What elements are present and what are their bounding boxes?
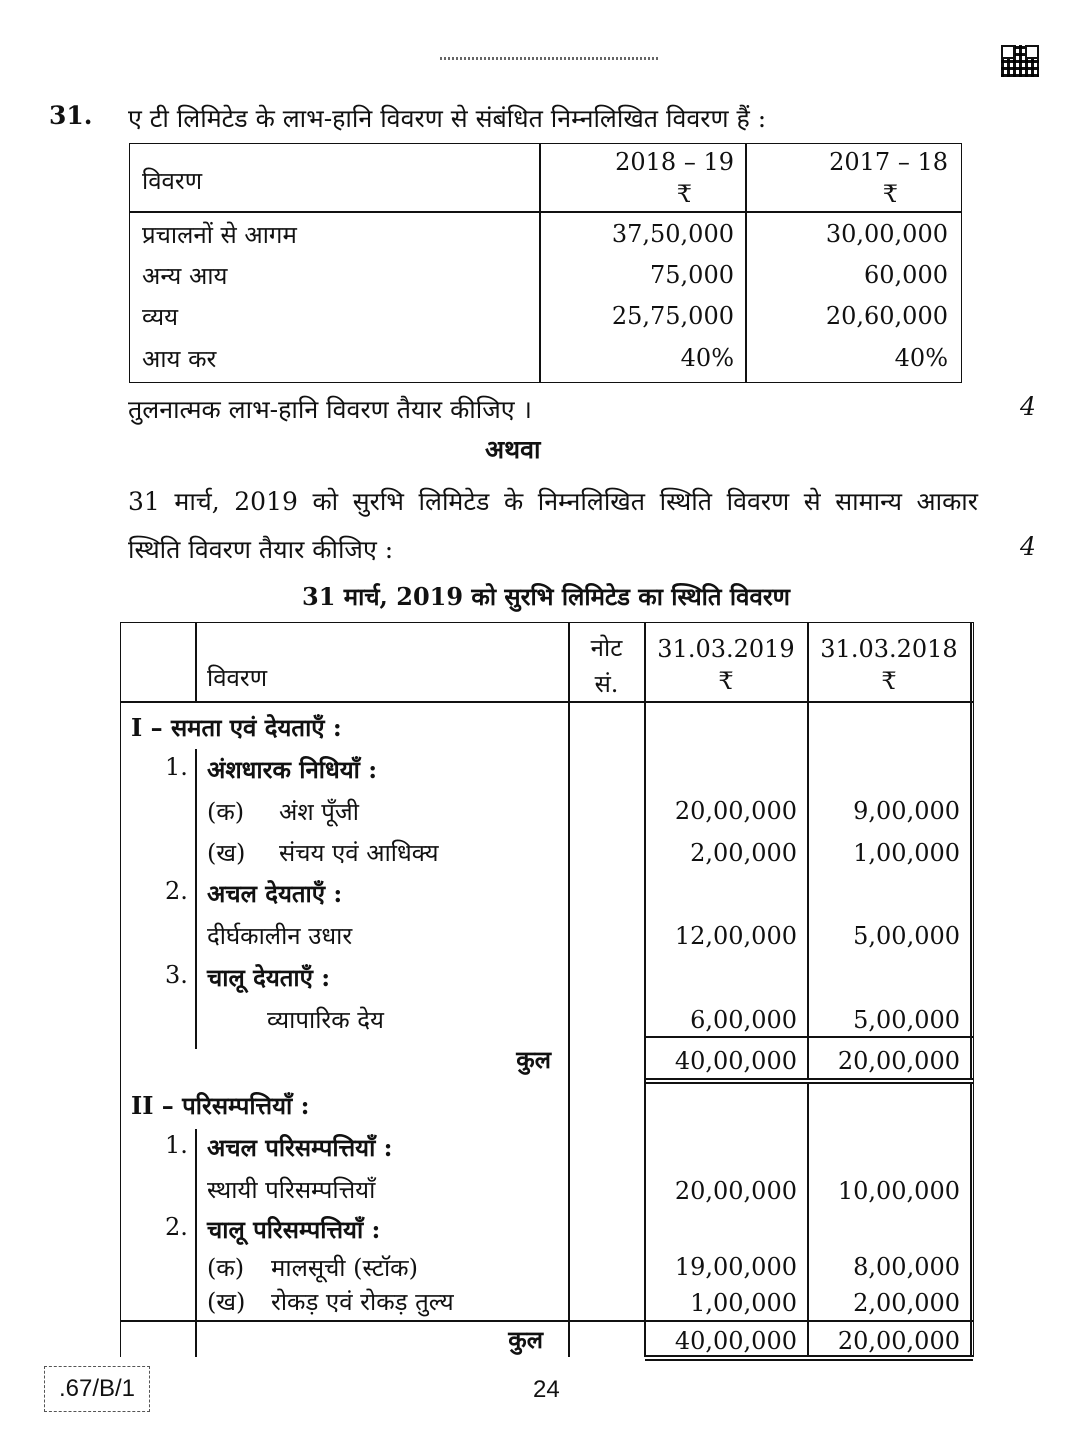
qr-code-icon (1001, 45, 1039, 77)
instruction-1: तुलनात्मक लाभ-हानि विवरण तैयार कीजिए । (128, 395, 533, 424)
value-2018: 9,00,000 (853, 797, 960, 825)
total-2019: 40,00,000 (674, 1327, 797, 1355)
question-number: 31. (49, 101, 93, 130)
current-liabilities: चालू देयताएँ : (207, 963, 331, 992)
sub-kha: (ख) (207, 839, 246, 867)
inventories: मालसूची (स्टॉक) (271, 1254, 418, 1282)
value-2019: 2,00,000 (690, 839, 797, 867)
value-2019: 12,00,000 (674, 922, 797, 950)
num-1: 1. (165, 1131, 188, 1159)
table2-title: 31 मार्च, 2019 को सुरभि लिमिटेड का स्थिति विवरण (302, 582, 790, 611)
question-intro: ए टी लिमिटेड के लाभ-हानि विवरण से संबंधित निम्नलिखित विवरण हैं : (128, 104, 767, 133)
num-1: 1. (165, 753, 188, 781)
header-decoration (440, 57, 660, 60)
t1-row-v2: 40% (894, 344, 948, 372)
value-2018: 5,00,000 (853, 1006, 960, 1034)
value-2019: 20,00,000 (674, 797, 797, 825)
t1-cur1: ₹ (676, 180, 692, 208)
t1-row-label: व्यय (142, 303, 179, 331)
pl-table (129, 143, 962, 383)
t1-row-v2: 60,000 (864, 261, 948, 289)
paper-code: .67/B/1 (44, 1366, 150, 1412)
t1-row-v1: 40% (680, 344, 734, 372)
t2-h-particulars: विवरण (207, 664, 268, 692)
non-current-liabilities: अचल देयताएँ : (207, 879, 343, 908)
alt-question-line2: स्थिति विवरण तैयार कीजिए : (128, 535, 394, 564)
value-2019: 19,00,000 (674, 1253, 797, 1281)
t2-h-cur2: ₹ (881, 667, 897, 695)
fixed-assets: स्थायी परिसम्पत्तियाँ (207, 1176, 376, 1204)
marks-2: 4 (1020, 532, 1036, 561)
total-2018: 20,00,000 (837, 1327, 960, 1355)
balance-sheet-table (120, 622, 974, 1357)
value-2018: 1,00,000 (853, 839, 960, 867)
t1-col1: 2018 – 19 (615, 148, 734, 176)
t1-row-v2: 30,00,000 (825, 220, 948, 248)
t1-row-v1: 25,75,000 (611, 302, 734, 330)
sub-kha: (ख) (207, 1288, 246, 1316)
t1-row-label: अन्य आय (142, 262, 228, 290)
t2-h-note1: नोट (590, 634, 623, 662)
value-2019: 1,00,000 (690, 1289, 797, 1317)
t2-h-col1: 31.03.2019 (657, 635, 795, 663)
t2-h-col2: 31.03.2018 (820, 635, 958, 663)
cash-equivalents: रोकड़ एवं रोकड़ तुल्य (271, 1288, 454, 1316)
num-2: 2. (165, 877, 188, 905)
value-2018: 2,00,000 (853, 1289, 960, 1317)
t2-h-cur1: ₹ (718, 667, 734, 695)
value-2018: 5,00,000 (853, 922, 960, 950)
shareholders-funds: अंशधारक निधियाँ : (207, 755, 378, 784)
sec-equity-liabilities: I – समता एवं देयताएँ : (131, 713, 342, 742)
num-3: 3. (165, 961, 188, 989)
t1-row-label: आय कर (142, 345, 217, 373)
share-capital: अंश पूँजी (279, 798, 359, 826)
t1-row-v1: 37,50,000 (611, 220, 734, 248)
trade-payables: व्यापारिक देय (267, 1006, 384, 1034)
page-number: 24 (533, 1376, 560, 1403)
total-2018: 20,00,000 (837, 1047, 960, 1075)
t2-h-note2: सं. (594, 670, 619, 698)
reserves-surplus: संचय एवं आधिक्य (279, 839, 439, 867)
value-2018: 10,00,000 (837, 1177, 960, 1205)
or-label: अथवा (485, 435, 541, 464)
current-assets: चालू परिसम्पत्तियाँ : (207, 1215, 381, 1244)
value-2018: 8,00,000 (853, 1253, 960, 1281)
t1-header-label: विवरण (142, 167, 203, 195)
total-label: कुल (508, 1325, 543, 1354)
value-2019: 20,00,000 (674, 1177, 797, 1205)
t1-col2: 2017 – 18 (829, 148, 948, 176)
sub-ka: (क) (207, 1254, 245, 1282)
alt-question-line1: 31 मार्च, 2019 को सुरभि लिमिटेड के निम्नलिखित स्थिति विवरण से सामान्य आकार (128, 487, 978, 516)
non-current-assets: अचल परिसम्पत्तियाँ : (207, 1133, 393, 1162)
total-label: कुल (516, 1045, 551, 1074)
long-term-borrowings: दीर्घकालीन उधार (207, 922, 353, 950)
sub-ka: (क) (207, 798, 245, 826)
marks-1: 4 (1020, 392, 1036, 421)
t1-cur2: ₹ (882, 180, 898, 208)
t1-row-label: प्रचालनों से आगम (142, 221, 297, 249)
total-2019: 40,00,000 (674, 1047, 797, 1075)
value-2019: 6,00,000 (690, 1006, 797, 1034)
sec-assets: II – परिसम्पत्तियाँ : (131, 1091, 310, 1120)
num-2: 2. (165, 1213, 188, 1241)
t1-row-v2: 20,60,000 (825, 302, 948, 330)
t1-row-v1: 75,000 (650, 261, 734, 289)
